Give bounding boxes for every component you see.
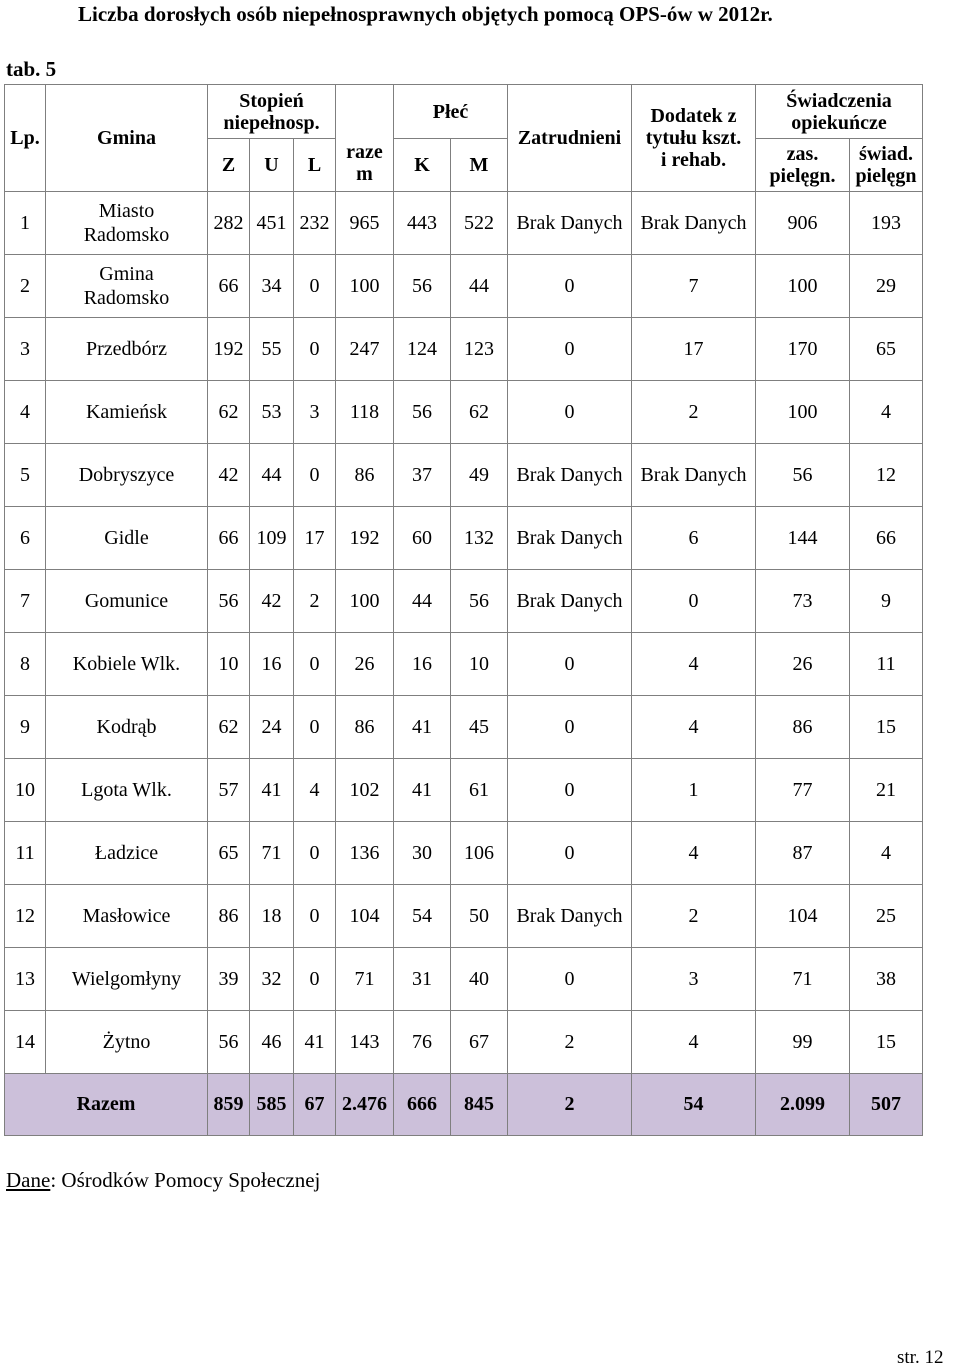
- header-l: L: [294, 139, 336, 192]
- row-zatrudnieni: 0: [508, 381, 632, 444]
- table-row: [5, 633, 923, 696]
- row-swiad: 11: [850, 633, 923, 696]
- header-dodatek-line2: tytułu kszt.: [645, 127, 742, 149]
- row-m: 132: [451, 507, 508, 570]
- row-zatrudnieni: 0: [508, 318, 632, 381]
- row-dodatek: 2: [632, 381, 756, 444]
- header-row-1: [5, 85, 923, 139]
- row-m: 106: [451, 822, 508, 885]
- table-row: [5, 1011, 923, 1074]
- row-razem: 100: [336, 255, 394, 318]
- row-k: 44: [394, 570, 451, 633]
- row-zas: 104: [756, 885, 850, 948]
- row-lp: 13: [5, 948, 46, 1011]
- row-l: 3: [294, 381, 336, 444]
- row-zatrudnieni: Brak Danych: [508, 192, 632, 255]
- table-row: [5, 255, 923, 318]
- row-gmina: Masłowice: [46, 885, 208, 948]
- source-note: [6, 1168, 320, 1193]
- row-lp: 10: [5, 759, 46, 822]
- row-swiad: 4: [850, 822, 923, 885]
- row-zas: 906: [756, 192, 850, 255]
- row-razem: 102: [336, 759, 394, 822]
- row-l: 0: [294, 822, 336, 885]
- row-zas: 26: [756, 633, 850, 696]
- header-stopien: [208, 85, 336, 139]
- row-gmina: Wielgomłyny: [46, 948, 208, 1011]
- row-dodatek: 1: [632, 759, 756, 822]
- header-stopien-line2: niepełnosp.: [223, 111, 320, 134]
- row-zas: 86: [756, 696, 850, 759]
- row-l: 0: [294, 696, 336, 759]
- total-razem: 2.476: [336, 1074, 394, 1136]
- row-z: 282: [208, 192, 250, 255]
- row-razem: 965: [336, 192, 394, 255]
- row-swiad: 66: [850, 507, 923, 570]
- row-dodatek: 4: [632, 696, 756, 759]
- row-z: 56: [208, 1011, 250, 1074]
- row-razem: 136: [336, 822, 394, 885]
- header-swiadczenia-line2: opiekuńcze: [791, 111, 887, 134]
- header-swiad-line2: pielęgn: [855, 165, 917, 187]
- header-z: Z: [208, 139, 250, 192]
- row-razem: 86: [336, 696, 394, 759]
- row-dodatek: 3: [632, 948, 756, 1011]
- row-swiad: 15: [850, 1011, 923, 1074]
- row-u: 34: [250, 255, 294, 318]
- total-k: 666: [394, 1074, 451, 1136]
- row-l: 0: [294, 948, 336, 1011]
- total-label: Razem: [5, 1074, 208, 1136]
- row-k: 60: [394, 507, 451, 570]
- row-l: 17: [294, 507, 336, 570]
- header-dodatek-line1: Dodatek z: [650, 105, 737, 127]
- row-razem: 26: [336, 633, 394, 696]
- row-zas: 144: [756, 507, 850, 570]
- header-m: M: [451, 139, 508, 192]
- row-dodatek: 0: [632, 570, 756, 633]
- header-razem-line1: raze: [346, 141, 383, 163]
- row-swiad: 21: [850, 759, 923, 822]
- row-lp: 11: [5, 822, 46, 885]
- row-zatrudnieni: 0: [508, 759, 632, 822]
- row-lp: 4: [5, 381, 46, 444]
- row-k: 443: [394, 192, 451, 255]
- row-gmina: Ładzice: [46, 822, 208, 885]
- source-text: : Ośrodków Pomocy Społecznej: [50, 1168, 321, 1192]
- table-row: [5, 759, 923, 822]
- row-m: 10: [451, 633, 508, 696]
- row-k: 41: [394, 759, 451, 822]
- header-k: K: [394, 139, 451, 192]
- row-zatrudnieni: Brak Danych: [508, 885, 632, 948]
- row-swiad: 29: [850, 255, 923, 318]
- row-zatrudnieni: Brak Danych: [508, 570, 632, 633]
- header-zas-line1: zas.: [786, 143, 819, 165]
- table-row: [5, 570, 923, 633]
- table-body: [5, 192, 923, 1074]
- row-razem: 71: [336, 948, 394, 1011]
- row-l: 0: [294, 633, 336, 696]
- row-m: 123: [451, 318, 508, 381]
- row-swiad: 38: [850, 948, 923, 1011]
- row-gmina: Kodrąb: [46, 696, 208, 759]
- row-z: 56: [208, 570, 250, 633]
- row-z: 66: [208, 507, 250, 570]
- row-gmina-line1: Miasto: [98, 200, 155, 222]
- row-k: 41: [394, 696, 451, 759]
- row-gmina: [46, 192, 208, 255]
- row-u: 46: [250, 1011, 294, 1074]
- row-dodatek: 2: [632, 885, 756, 948]
- row-z: 86: [208, 885, 250, 948]
- row-gmina: Dobryszyce: [46, 444, 208, 507]
- row-k: 56: [394, 381, 451, 444]
- row-m: 61: [451, 759, 508, 822]
- row-swiad: 9: [850, 570, 923, 633]
- row-dodatek: 4: [632, 1011, 756, 1074]
- row-zas: 170: [756, 318, 850, 381]
- row-zatrudnieni: 0: [508, 948, 632, 1011]
- disability-support-table: [4, 84, 923, 1136]
- header-u: U: [250, 139, 294, 192]
- total-zas: 2.099: [756, 1074, 850, 1136]
- row-razem: 247: [336, 318, 394, 381]
- row-gmina: [46, 255, 208, 318]
- row-gmina-line1: Gmina: [99, 263, 154, 285]
- row-swiad: 4: [850, 381, 923, 444]
- row-z: 10: [208, 633, 250, 696]
- source-label: Dane: [6, 1168, 51, 1192]
- header-swiad: [850, 139, 923, 192]
- row-gmina: Kobiele Wlk.: [46, 633, 208, 696]
- row-dodatek: Brak Danych: [632, 444, 756, 507]
- row-swiad: 193: [850, 192, 923, 255]
- row-swiad: 15: [850, 696, 923, 759]
- row-m: 50: [451, 885, 508, 948]
- row-zas: 73: [756, 570, 850, 633]
- row-l: 4: [294, 759, 336, 822]
- row-u: 53: [250, 381, 294, 444]
- row-u: 44: [250, 444, 294, 507]
- header-dodatek: [632, 85, 756, 192]
- row-m: 45: [451, 696, 508, 759]
- row-zatrudnieni: Brak Danych: [508, 444, 632, 507]
- header-stopien-line1: Stopień: [239, 89, 304, 112]
- header-gmina: Gmina: [46, 85, 208, 192]
- header-zas-line2: pielęgn.: [769, 165, 836, 187]
- total-zatrudnieni: 2: [508, 1074, 632, 1136]
- row-lp: 14: [5, 1011, 46, 1074]
- row-gmina-line2: Radomsko: [83, 287, 170, 309]
- row-k: 124: [394, 318, 451, 381]
- row-dodatek: 17: [632, 318, 756, 381]
- row-razem: 192: [336, 507, 394, 570]
- total-u: 585: [250, 1074, 294, 1136]
- total-dodatek: 54: [632, 1074, 756, 1136]
- total-l: 67: [294, 1074, 336, 1136]
- row-gmina-line2: Radomsko: [83, 224, 170, 246]
- header-zatrudnieni: Zatrudnieni: [508, 85, 632, 192]
- total-m: 845: [451, 1074, 508, 1136]
- row-k: 37: [394, 444, 451, 507]
- row-m: 49: [451, 444, 508, 507]
- row-dodatek: 4: [632, 822, 756, 885]
- row-u: 41: [250, 759, 294, 822]
- row-u: 24: [250, 696, 294, 759]
- row-l: 0: [294, 885, 336, 948]
- row-m: 67: [451, 1011, 508, 1074]
- row-u: 71: [250, 822, 294, 885]
- row-razem: 104: [336, 885, 394, 948]
- table-row: [5, 507, 923, 570]
- row-lp: 1: [5, 192, 46, 255]
- row-z: 62: [208, 381, 250, 444]
- row-swiad: 65: [850, 318, 923, 381]
- row-zas: 87: [756, 822, 850, 885]
- row-dodatek: Brak Danych: [632, 192, 756, 255]
- row-u: 32: [250, 948, 294, 1011]
- row-l: 0: [294, 255, 336, 318]
- row-l: 2: [294, 570, 336, 633]
- row-m: 56: [451, 570, 508, 633]
- row-z: 66: [208, 255, 250, 318]
- header-lp: Lp.: [5, 85, 46, 192]
- row-lp: 7: [5, 570, 46, 633]
- header-swiadczenia: [756, 85, 923, 139]
- row-z: 62: [208, 696, 250, 759]
- row-zatrudnieni: 0: [508, 822, 632, 885]
- header-dodatek-line3: i rehab.: [660, 149, 727, 171]
- row-u: 451: [250, 192, 294, 255]
- row-z: 192: [208, 318, 250, 381]
- row-m: 44: [451, 255, 508, 318]
- row-m: 522: [451, 192, 508, 255]
- row-zatrudnieni: 2: [508, 1011, 632, 1074]
- table-row: [5, 381, 923, 444]
- row-k: 16: [394, 633, 451, 696]
- table-row: [5, 885, 923, 948]
- row-gmina: Lgota Wlk.: [46, 759, 208, 822]
- total-swiad: 507: [850, 1074, 923, 1136]
- row-m: 62: [451, 381, 508, 444]
- header-razem-line2: m: [356, 163, 373, 185]
- page-number: str. 12: [897, 1347, 944, 1368]
- row-u: 16: [250, 633, 294, 696]
- row-swiad: 12: [850, 444, 923, 507]
- row-zas: 100: [756, 255, 850, 318]
- row-gmina: Gidle: [46, 507, 208, 570]
- row-k: 31: [394, 948, 451, 1011]
- row-u: 55: [250, 318, 294, 381]
- row-lp: 12: [5, 885, 46, 948]
- row-l: 0: [294, 444, 336, 507]
- header-razem: [336, 85, 394, 192]
- row-k: 76: [394, 1011, 451, 1074]
- document-title: Liczba dorosłych osób niepełnosprawnych objętych pomocą OPS-ów w 2012r.: [78, 2, 773, 26]
- row-l: 232: [294, 192, 336, 255]
- row-lp: 5: [5, 444, 46, 507]
- header-swiadczenia-line1: Świadczenia: [786, 89, 892, 112]
- row-k: 30: [394, 822, 451, 885]
- row-zas: 56: [756, 444, 850, 507]
- row-razem: 86: [336, 444, 394, 507]
- header-swiad-line1: świad.: [859, 143, 913, 165]
- row-lp: 9: [5, 696, 46, 759]
- row-dodatek: 7: [632, 255, 756, 318]
- row-lp: 6: [5, 507, 46, 570]
- row-razem: 118: [336, 381, 394, 444]
- row-m: 40: [451, 948, 508, 1011]
- row-zatrudnieni: 0: [508, 696, 632, 759]
- row-gmina: Żytno: [46, 1011, 208, 1074]
- row-gmina: Kamieńsk: [46, 381, 208, 444]
- total-row: [5, 1074, 923, 1136]
- row-lp: 8: [5, 633, 46, 696]
- row-u: 18: [250, 885, 294, 948]
- row-k: 56: [394, 255, 451, 318]
- table-row: [5, 948, 923, 1011]
- row-zatrudnieni: 0: [508, 255, 632, 318]
- row-zas: 77: [756, 759, 850, 822]
- table-row: [5, 318, 923, 381]
- row-razem: 143: [336, 1011, 394, 1074]
- header-zas: [756, 139, 850, 192]
- row-u: 42: [250, 570, 294, 633]
- row-swiad: 25: [850, 885, 923, 948]
- row-l: 41: [294, 1011, 336, 1074]
- table-row: [5, 192, 923, 255]
- row-zatrudnieni: Brak Danych: [508, 507, 632, 570]
- row-u: 109: [250, 507, 294, 570]
- row-zas: 99: [756, 1011, 850, 1074]
- row-z: 65: [208, 822, 250, 885]
- table-row: [5, 822, 923, 885]
- row-k: 54: [394, 885, 451, 948]
- table-row: [5, 444, 923, 507]
- row-dodatek: 4: [632, 633, 756, 696]
- table-label: tab. 5: [6, 57, 57, 81]
- header-plec: Płeć: [394, 85, 508, 139]
- row-gmina: Przedbórz: [46, 318, 208, 381]
- row-z: 42: [208, 444, 250, 507]
- row-l: 0: [294, 318, 336, 381]
- row-zas: 71: [756, 948, 850, 1011]
- row-z: 39: [208, 948, 250, 1011]
- table-row: [5, 696, 923, 759]
- total-z: 859: [208, 1074, 250, 1136]
- row-z: 57: [208, 759, 250, 822]
- row-zatrudnieni: 0: [508, 633, 632, 696]
- row-dodatek: 6: [632, 507, 756, 570]
- row-gmina: Gomunice: [46, 570, 208, 633]
- row-razem: 100: [336, 570, 394, 633]
- row-zas: 100: [756, 381, 850, 444]
- row-lp: 3: [5, 318, 46, 381]
- row-lp: 2: [5, 255, 46, 318]
